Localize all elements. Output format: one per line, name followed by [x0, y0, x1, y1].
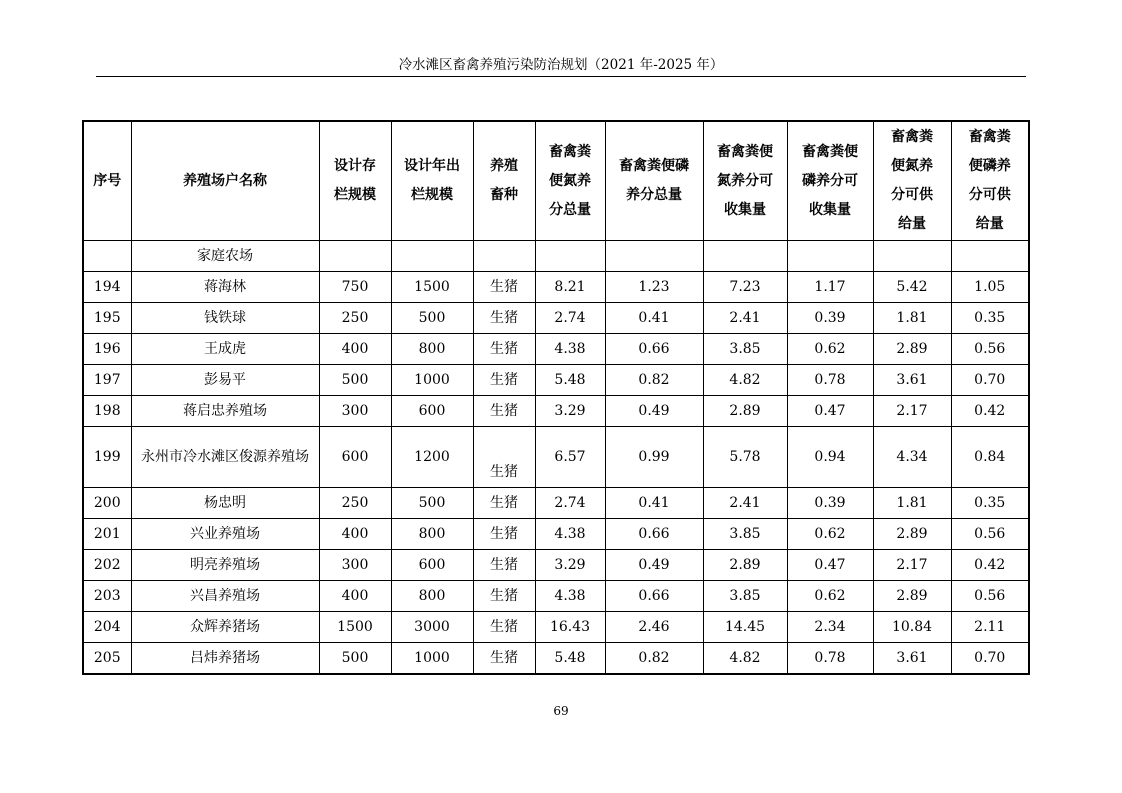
- header-line: 畜禽粪: [549, 143, 591, 160]
- cell-output: 800: [391, 581, 473, 612]
- cell-p-total: 0.66: [605, 581, 703, 612]
- header-line: 分可供: [968, 187, 1011, 203]
- page-header-title: 冷水滩区畜禽养殖污染防治规划（2021 年-2025 年）: [398, 57, 724, 73]
- cell-seq: 198: [83, 396, 131, 427]
- cell-p-total: 0.99: [605, 427, 703, 488]
- cell-p-collect: 0.62: [787, 519, 873, 550]
- cell-p-supply: 0.35: [951, 303, 1029, 334]
- cell-stock: 500: [319, 365, 391, 396]
- table-row: [83, 612, 1029, 643]
- header-row: [83, 121, 1029, 241]
- cell-seq: 194: [83, 272, 131, 303]
- cell-p-total: 0.82: [605, 365, 703, 396]
- cell-n-collect: 2.41: [703, 488, 787, 519]
- cell-output: 3000: [391, 612, 473, 643]
- cell-name: 兴业养殖场: [131, 519, 319, 550]
- cell-stock: 500: [319, 643, 391, 675]
- cell-name: 兴昌养殖场: [131, 581, 319, 612]
- cell-stock: 400: [319, 581, 391, 612]
- cell-p-supply: 0.42: [951, 396, 1029, 427]
- header-line: 收集量: [809, 201, 851, 218]
- cell-n-supply: 2.17: [873, 396, 951, 427]
- cell-p-supply: 0.42: [951, 550, 1029, 581]
- header-line: 便磷养: [968, 158, 1011, 174]
- cell-n-supply: 2.89: [873, 581, 951, 612]
- cell-name: 王成虎: [131, 334, 319, 365]
- cell-n-collect: 14.45: [703, 612, 787, 643]
- cell-p-total: 0.49: [605, 396, 703, 427]
- header-name: [131, 121, 319, 241]
- cell-p-supply: 2.11: [951, 612, 1029, 643]
- header-n-total: [535, 121, 605, 241]
- page-number: 69: [553, 704, 569, 718]
- cell-species: 生猪: [473, 550, 535, 581]
- cell-p-total: 1.23: [605, 272, 703, 303]
- cell-n-total: 5.48: [535, 643, 605, 675]
- header-line: 畜禽粪便: [802, 143, 858, 160]
- cell-name: 蒋启忠养殖场: [131, 396, 319, 427]
- table-row: [83, 396, 1029, 427]
- cell-p-supply: 0.56: [951, 519, 1029, 550]
- cell-output: [391, 241, 473, 272]
- header-line: 设计年出: [404, 158, 460, 174]
- header-p-total: [605, 121, 703, 241]
- header-stock: [319, 121, 391, 241]
- cell-n-collect: 5.78: [703, 427, 787, 488]
- cell-n-supply: 5.42: [873, 272, 951, 303]
- header-line: 畜禽粪: [891, 129, 933, 145]
- cell-n-collect: 3.85: [703, 519, 787, 550]
- cell-p-collect: 0.94: [787, 427, 873, 488]
- cell-stock: 400: [319, 519, 391, 550]
- cell-stock: 250: [319, 303, 391, 334]
- cell-n-total: 4.38: [535, 334, 605, 365]
- cell-seq: 205: [83, 643, 131, 675]
- cell-p-supply: [951, 241, 1029, 272]
- cell-name: 明亮养殖场: [131, 550, 319, 581]
- table-row: [83, 334, 1029, 365]
- cell-species: 生猪: [473, 612, 535, 643]
- cell-p-collect: 2.34: [787, 612, 873, 643]
- header-line: 养分总量: [626, 187, 682, 203]
- cell-seq: 204: [83, 612, 131, 643]
- cell-stock: [319, 241, 391, 272]
- cell-stock: 400: [319, 334, 391, 365]
- cell-p-collect: 0.62: [787, 334, 873, 365]
- cell-seq: 200: [83, 488, 131, 519]
- cell-output: 800: [391, 519, 473, 550]
- cell-n-total: 4.38: [535, 581, 605, 612]
- cell-p-collect: 0.62: [787, 581, 873, 612]
- cell-p-supply: 0.70: [951, 365, 1029, 396]
- cell-species: 生猪: [473, 643, 535, 675]
- header-species: [473, 121, 535, 241]
- cell-output: 600: [391, 550, 473, 581]
- cell-name: 众辉养猪场: [131, 612, 319, 643]
- cell-n-collect: [703, 241, 787, 272]
- table-row: [83, 550, 1029, 581]
- cell-p-supply: 0.35: [951, 488, 1029, 519]
- cell-seq: [83, 241, 131, 272]
- cell-stock: 750: [319, 272, 391, 303]
- table-row: [83, 519, 1029, 550]
- cell-name: 吕炜养猪场: [131, 643, 319, 675]
- cell-p-supply: 0.70: [951, 643, 1029, 675]
- header-line: 序号: [93, 172, 122, 189]
- cell-p-supply: 0.56: [951, 581, 1029, 612]
- header-line: 畜禽粪便: [717, 143, 773, 160]
- cell-seq: 197: [83, 365, 131, 396]
- cell-n-supply: 2.89: [873, 334, 951, 365]
- cell-stock: 250: [319, 488, 391, 519]
- cell-p-collect: 0.47: [787, 550, 873, 581]
- cell-species: 生猪: [473, 427, 535, 488]
- cell-n-total: 8.21: [535, 272, 605, 303]
- header-line: 设计存: [334, 158, 376, 174]
- header-line: 收集量: [724, 201, 766, 218]
- cell-stock: 1500: [319, 612, 391, 643]
- cell-p-total: 2.46: [605, 612, 703, 643]
- cell-output: 800: [391, 334, 473, 365]
- table-body: [83, 241, 1029, 675]
- header-line: 畜种: [490, 187, 518, 203]
- cell-output: 1000: [391, 365, 473, 396]
- cell-n-total: 16.43: [535, 612, 605, 643]
- cell-n-collect: 4.82: [703, 365, 787, 396]
- cell-output: 1000: [391, 643, 473, 675]
- cell-name: 家庭农场: [131, 241, 319, 272]
- cell-species: 生猪: [473, 272, 535, 303]
- header-line: 栏规模: [411, 187, 453, 203]
- cell-n-total: 2.74: [535, 303, 605, 334]
- table-row: [83, 581, 1029, 612]
- cell-seq: 196: [83, 334, 131, 365]
- header-line: 养殖场户名称: [183, 172, 267, 189]
- cell-n-collect: 2.89: [703, 550, 787, 581]
- cell-n-supply: 2.89: [873, 519, 951, 550]
- cell-name: 蒋海林: [131, 272, 319, 303]
- cell-p-collect: 0.39: [787, 303, 873, 334]
- header-line: 养殖: [490, 158, 518, 174]
- header-line: 氮养分可: [717, 172, 773, 189]
- header-line: 栏规模: [334, 187, 376, 203]
- cell-name: 彭易平: [131, 365, 319, 396]
- nutrient-table: [82, 120, 1030, 675]
- header-line: 磷养分可: [802, 172, 858, 189]
- cell-n-collect: 3.85: [703, 334, 787, 365]
- cell-n-collect: 3.85: [703, 581, 787, 612]
- cell-n-supply: 3.61: [873, 365, 951, 396]
- cell-n-supply: 2.17: [873, 550, 951, 581]
- header-output: [391, 121, 473, 241]
- cell-n-total: 3.29: [535, 396, 605, 427]
- cell-p-supply: 0.56: [951, 334, 1029, 365]
- cell-seq: 202: [83, 550, 131, 581]
- cell-p-total: [605, 241, 703, 272]
- cell-stock: 600: [319, 427, 391, 488]
- table-row: [83, 365, 1029, 396]
- cell-output: 500: [391, 488, 473, 519]
- header-rule: [96, 76, 1026, 77]
- cell-output: 500: [391, 303, 473, 334]
- header-n-supply: [873, 121, 951, 241]
- cell-species: 生猪: [473, 581, 535, 612]
- cell-name: 永州市冷水滩区俊源养殖场: [131, 427, 319, 488]
- cell-n-collect: 2.89: [703, 396, 787, 427]
- header-line: 分总量: [549, 201, 591, 218]
- cell-n-total: [535, 241, 605, 272]
- header-line: 畜禽粪: [968, 129, 1011, 145]
- cell-species: [473, 241, 535, 272]
- table-row: [83, 427, 1029, 488]
- cell-species: 生猪: [473, 365, 535, 396]
- cell-seq: 195: [83, 303, 131, 334]
- table-row: [83, 303, 1029, 334]
- cell-n-supply: 3.61: [873, 643, 951, 675]
- header-line: 便氮养: [891, 158, 933, 174]
- cell-output: 600: [391, 396, 473, 427]
- cell-name: 钱铁球: [131, 303, 319, 334]
- cell-n-supply: 4.34: [873, 427, 951, 488]
- cell-n-supply: 1.81: [873, 303, 951, 334]
- header-line: 给量: [898, 216, 926, 232]
- cell-n-collect: 4.82: [703, 643, 787, 675]
- cell-n-total: 6.57: [535, 427, 605, 488]
- table-row: [83, 488, 1029, 519]
- cell-n-collect: 2.41: [703, 303, 787, 334]
- cell-n-supply: 1.81: [873, 488, 951, 519]
- cell-output: 1200: [391, 427, 473, 488]
- cell-species: 生猪: [473, 519, 535, 550]
- cell-p-collect: 1.17: [787, 272, 873, 303]
- cell-p-total: 0.41: [605, 488, 703, 519]
- cell-p-collect: 0.78: [787, 365, 873, 396]
- cell-seq: 203: [83, 581, 131, 612]
- header-line: 给量: [975, 216, 1004, 232]
- cell-seq: 199: [83, 427, 131, 488]
- cell-species: 生猪: [473, 396, 535, 427]
- header-n-collect: [703, 121, 787, 241]
- table-row: [83, 272, 1029, 303]
- cell-n-collect: 7.23: [703, 272, 787, 303]
- cell-species: 生猪: [473, 488, 535, 519]
- cell-stock: 300: [319, 396, 391, 427]
- header-seq: [83, 121, 131, 241]
- cell-n-supply: 10.84: [873, 612, 951, 643]
- cell-n-total: 5.48: [535, 365, 605, 396]
- header-line: 分可供: [891, 187, 933, 203]
- cell-p-collect: 0.47: [787, 396, 873, 427]
- header-p-collect: [787, 121, 873, 241]
- cell-p-collect: 0.78: [787, 643, 873, 675]
- cell-n-total: 3.29: [535, 550, 605, 581]
- cell-p-collect: [787, 241, 873, 272]
- cell-p-total: 0.82: [605, 643, 703, 675]
- header-line: 便氮养: [549, 172, 591, 189]
- cell-p-total: 0.66: [605, 334, 703, 365]
- header-p-supply: [951, 121, 1029, 241]
- table-row: [83, 643, 1029, 675]
- cell-n-total: 2.74: [535, 488, 605, 519]
- cell-name: 杨忠明: [131, 488, 319, 519]
- header-line: 畜禽粪便磷: [619, 158, 689, 174]
- cell-n-total: 4.38: [535, 519, 605, 550]
- cell-p-supply: 1.05: [951, 272, 1029, 303]
- cell-p-collect: 0.39: [787, 488, 873, 519]
- cell-species: 生猪: [473, 303, 535, 334]
- cell-stock: 300: [319, 550, 391, 581]
- cell-output: 1500: [391, 272, 473, 303]
- cell-p-total: 0.49: [605, 550, 703, 581]
- continuation-row: [83, 241, 1029, 272]
- cell-n-supply: [873, 241, 951, 272]
- cell-species: 生猪: [473, 334, 535, 365]
- cell-seq: 201: [83, 519, 131, 550]
- cell-p-total: 0.66: [605, 519, 703, 550]
- cell-p-total: 0.41: [605, 303, 703, 334]
- cell-p-supply: 0.84: [951, 427, 1029, 488]
